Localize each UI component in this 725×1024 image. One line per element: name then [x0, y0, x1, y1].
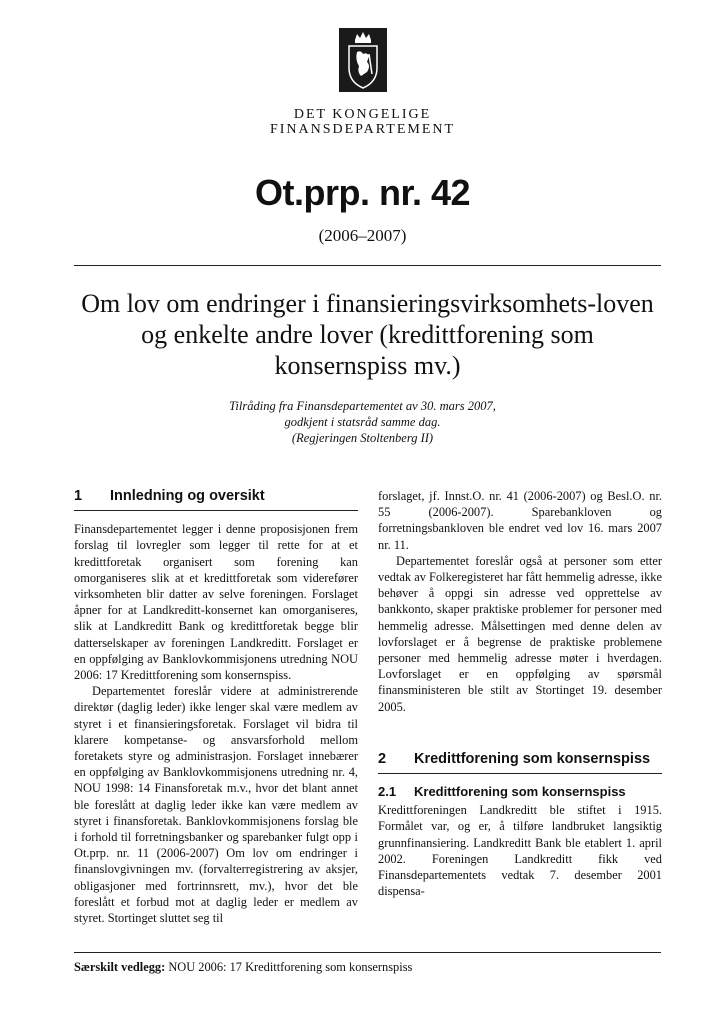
- ministry-name: [0, 107, 725, 137]
- recommendation-line1: Tilråding fra Finansdepartementet av 30. mars 2007,: [229, 399, 496, 413]
- recommendation-block: [0, 398, 725, 446]
- recommendation-line2: godkjent i statsråd samme dag.: [284, 415, 441, 429]
- subsection-number: 2.1: [378, 784, 397, 800]
- recommendation-line3: (Regjeringen Stoltenberg II): [291, 431, 434, 445]
- section2-title: Kredittforening som konsernspiss: [414, 750, 651, 767]
- section1-title: Innledning og oversikt: [110, 488, 265, 504]
- footer-divider: [74, 952, 661, 953]
- section1-paragraph1: Finansdepartementet legger i denne proposisjonen frem forslag til lovregler som legger til rette for at et kredittforetak organisert som forening kan omorganiseres slik at et kredittforetak som viderefører virksomheten blir datter av selve foreningen. Forslaget åpner for at Landkreditt-konsernet kan omorganiseres, slik at Landkreditt Bank og kredittforetak begge blir datterselskaper av foreningen Landkreditt. Forslaget er en oppfølging av Banklovkommisjonens utredning NOU 2006: 17 Kredittforening som konsernspiss.: [74, 522, 358, 683]
- section2-paragraph1: Kredittforeningen Landkreditt ble stiftet i 1915. Formålet var, og er, å tilføre landbruket langsiktig grunnfinansiering. Landkreditt Bank ble etablert 1. april 2002. Foreningen Landkreditt fikk ved Finansdepartementets vedtak 7. desember 2001 dispensa-: [378, 803, 662, 899]
- left-column: [74, 486, 358, 926]
- section1-heading: [74, 486, 358, 511]
- section2-heading: [378, 749, 662, 774]
- section2-number: 2: [378, 750, 387, 767]
- document-number: Ot.prp. nr. 42: [254, 172, 471, 213]
- right-column: [378, 488, 662, 899]
- ministry-line1: DET KONGELIGE: [293, 107, 432, 122]
- section1-paragraph2: Departementet foreslår videre at administrerende direktør (daglig leder) ikke lenger skal være medlem av styret i et finansieringsforetak. Forslaget vil bidra til klarere kompetanse- og ansvarsforhold mellom foretakets styre og administrasjon. Forslaget innebærer en oppfølging av Banklovkommisjonens utredning nr. 4, NOU 1998: 14 Finansforetak m.v., hvor det blant annet ble foreslått at daglig leder ikke kan være medlem av styret i finansforetak. Banklovkommisjonens forslag ble i forhold til forretningsbanker og sparebanker fulgt opp i Ot.prp. nr. 11 (2006-2007) Om lov om endringer i finanslovgivningen mv. (forvalterregistrering av aksjer, obligasjoner med fortrinnsrett, mv.), hvor det ble foreslått et forbud mot at daglig leder er medlem av styret. Stortinget sluttet seg til: [74, 684, 358, 926]
- ministry-line2: FINANSDEPARTEMENT: [269, 122, 456, 137]
- document-title: Om lov om endringer i finansieringsvirksomhets-loven og enkelte andre lover (kredittforening som konsernspiss mv.): [81, 289, 654, 380]
- footer-note: [74, 960, 661, 975]
- subsection-title: Kredittforening som konsernspiss: [414, 784, 626, 800]
- section1-paragraph3: forslaget, jf. Innst.O. nr. 41 (2006-2007) og Besl.O. nr. 55 (2006-2007). Sparebankloven og forretningsbankloven ble endret ved lov 16. mars 2007 nr. 11.: [378, 489, 662, 552]
- section1-number: 1: [74, 488, 83, 504]
- footer-label: Særskilt vedlegg:: [74, 960, 166, 974]
- title-divider: [74, 265, 661, 266]
- royal-crest-icon: [339, 28, 387, 92]
- footer-text: NOU 2006: 17 Kredittforening som konsernspiss: [168, 960, 413, 974]
- subsection-heading: [378, 784, 662, 800]
- ministry-header: [0, 28, 725, 137]
- document-session: (2006–2007): [318, 226, 407, 245]
- section1-paragraph4: Departementet foreslår også at personer som etter vedtak av Folkeregisteret har fått hemmelig adresse, ikke behøver å oppgi sin adresse ved opprettelse av bankkonto, skaper praktiske problemer for personer med hemmelig adresse. Målsettingen med denne delen av lovforslaget er å begrense de praktiske problemene personer med hemmelig adresse møter i hverdagen. Lovforslaget er en oppfølging av spørsmål finansministeren ble stilt av Stortinget 19. desember 2005.: [378, 553, 662, 714]
